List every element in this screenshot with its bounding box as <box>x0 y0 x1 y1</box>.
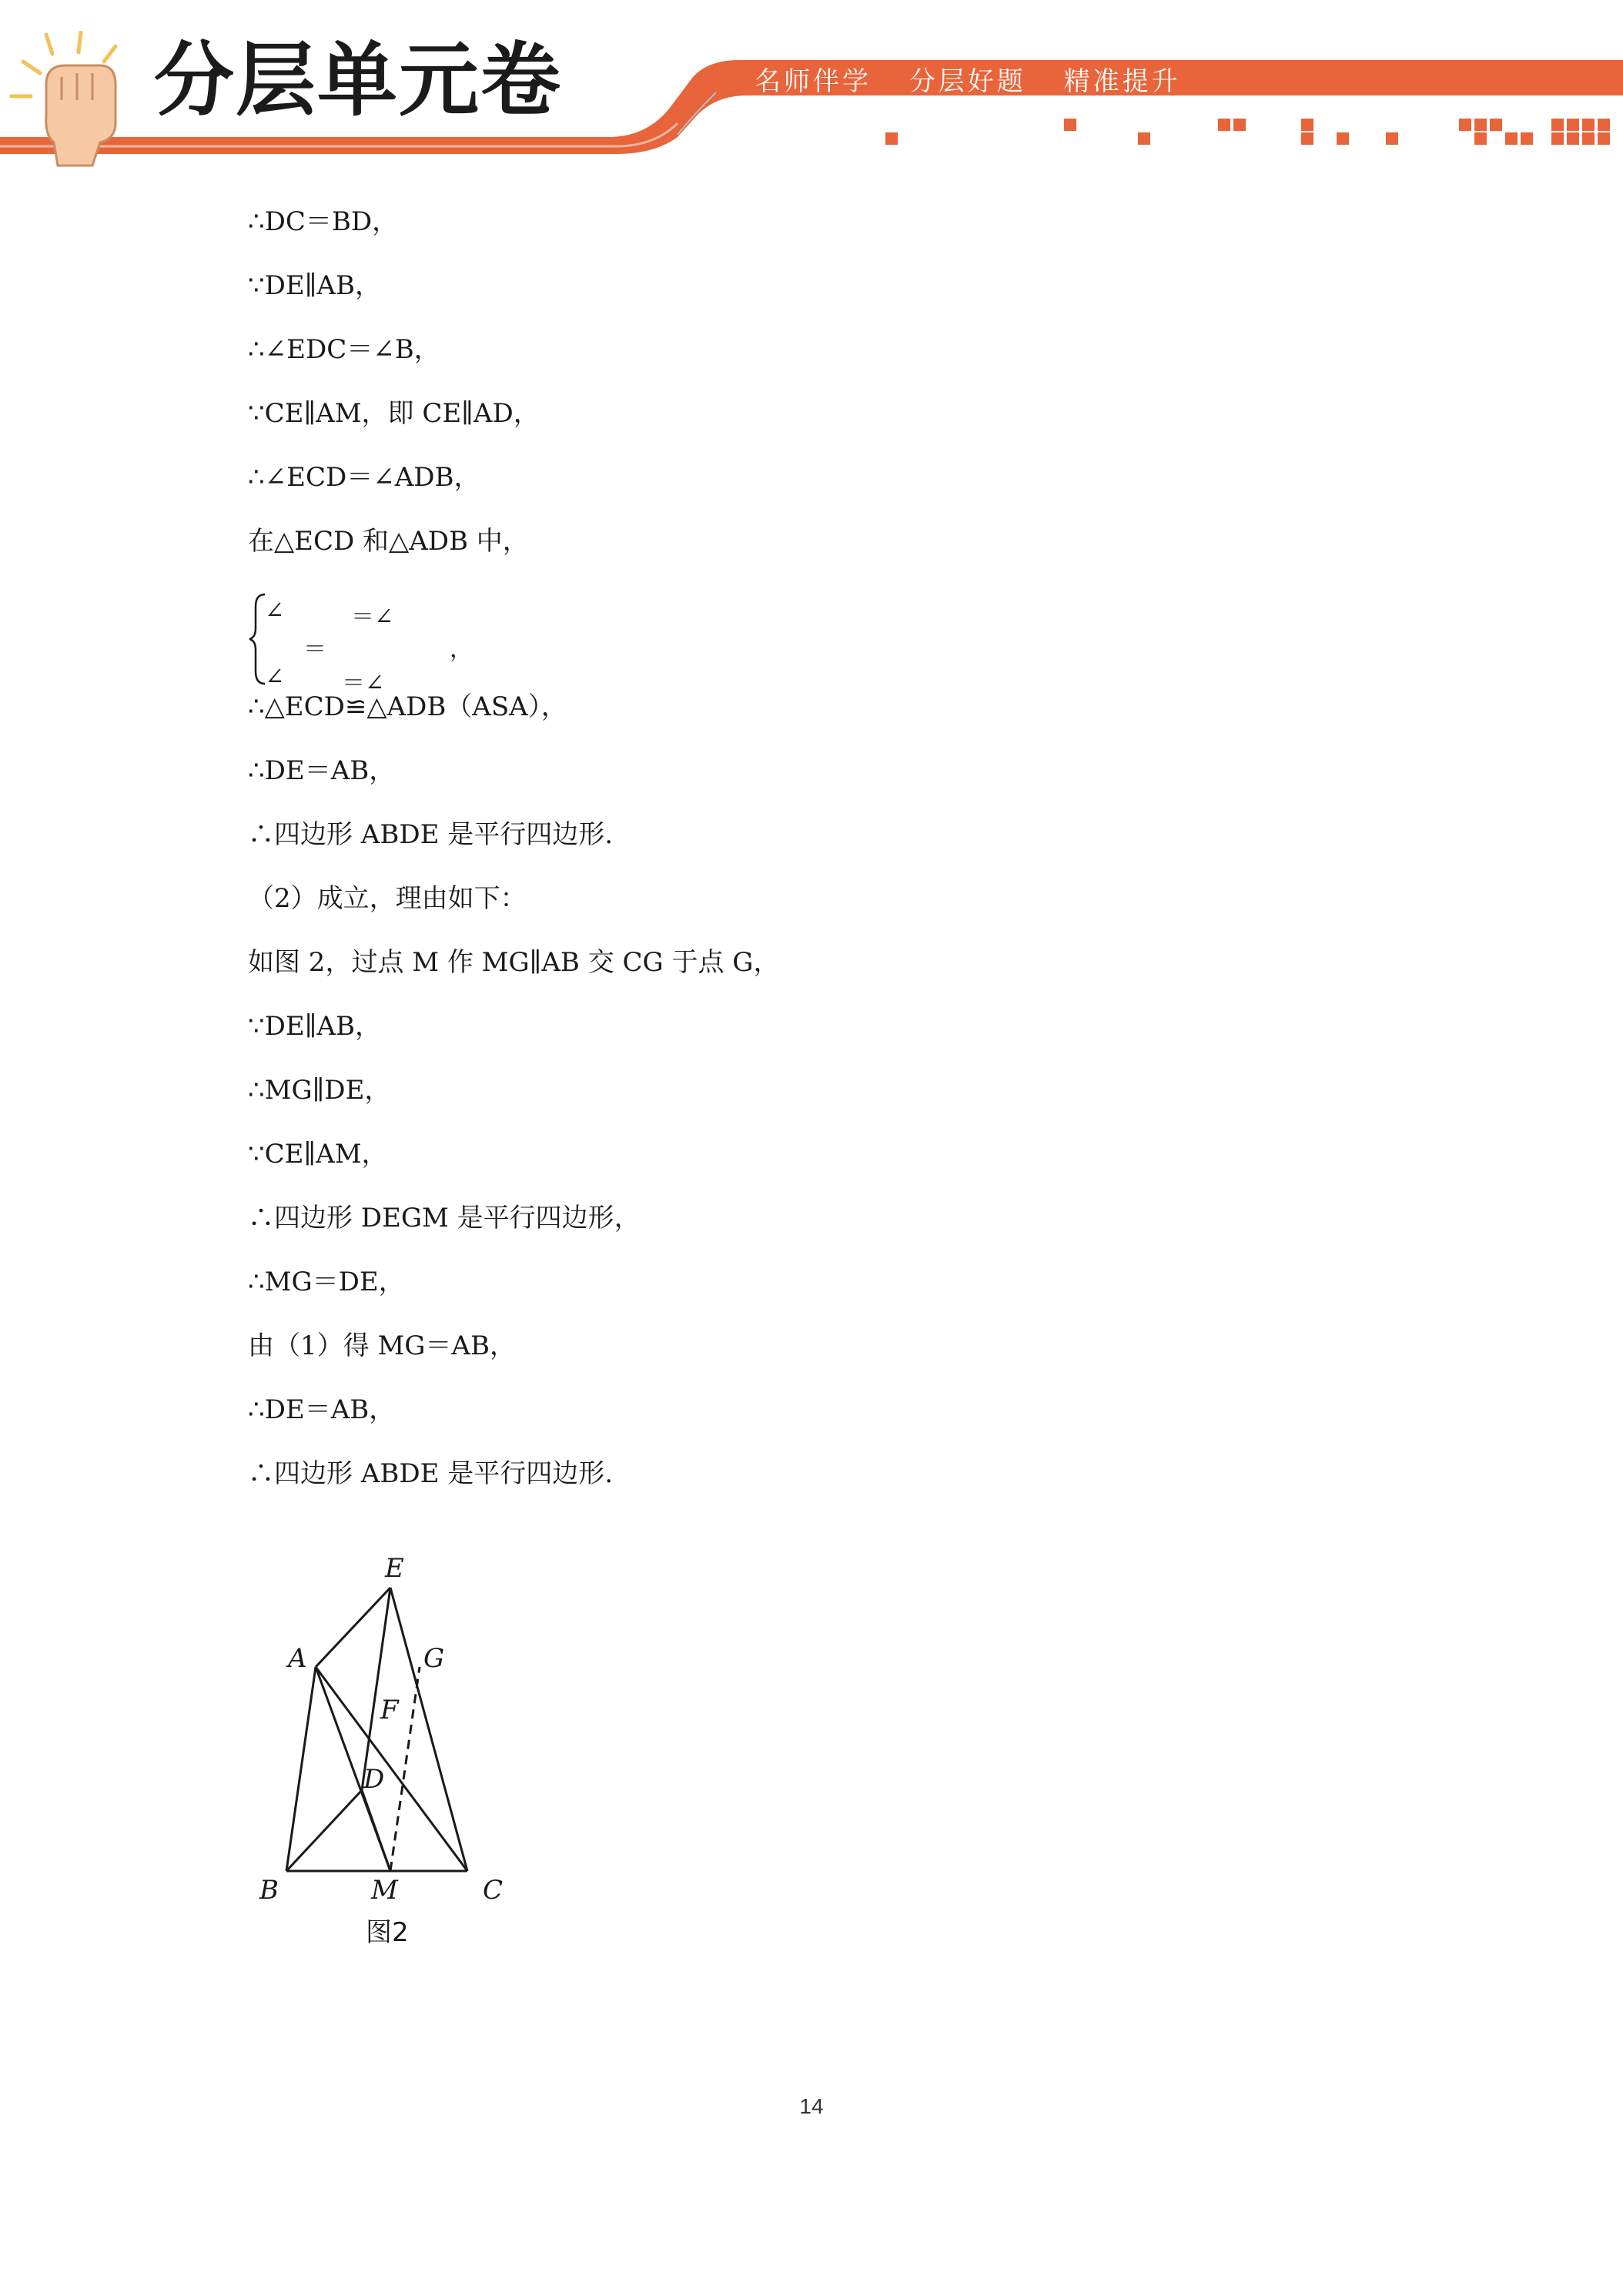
page-number: 14 <box>799 2094 824 2118</box>
geometry-figure <box>248 1540 540 1956</box>
label-D: D <box>363 1764 385 1795</box>
system-row-1b: ＝∠ <box>351 604 394 631</box>
header-slogan <box>755 60 1207 98</box>
raised-fist-icon <box>8 31 146 169</box>
figure-caption: 图2 <box>366 1917 409 1948</box>
proof-line: ∴MG＝DE， <box>248 1267 405 1297</box>
label-B: B <box>259 1875 279 1906</box>
page-header <box>0 0 1623 169</box>
proof-line: ∴MG∥DE， <box>248 1075 391 1106</box>
label-F: F <box>380 1695 399 1725</box>
proof-line: ∴四边形 DEGM 是平行四边形， <box>248 1203 641 1233</box>
slogan-3: 精准提升 <box>1063 66 1181 97</box>
system-row-3a: ∠ <box>265 664 285 691</box>
proof-line: ∵CE∥AM， <box>248 1139 388 1170</box>
label-G: G <box>423 1643 445 1674</box>
segment-AE <box>316 1588 390 1667</box>
system-comma: ， <box>450 636 473 663</box>
label-M: M <box>371 1875 398 1906</box>
proof-line: ∵DE∥AB， <box>248 1011 381 1042</box>
segment-EC <box>390 1588 467 1871</box>
segment-AB <box>286 1667 316 1871</box>
equation-system <box>248 590 1403 697</box>
proof-line: ∴四边形 ABDE 是平行四边形. <box>248 819 614 850</box>
proof-line: ∴DE＝AB， <box>248 1394 396 1425</box>
system-row-2: ＝ <box>303 636 326 663</box>
proof-line: ∴DC＝BD， <box>248 206 399 237</box>
proof-line: ∴∠EDC＝∠B， <box>248 334 440 365</box>
proof-line: ∴△ECD≌△ADB（ASA）， <box>248 691 567 722</box>
proof-line: （2）成立，理由如下： <box>248 883 527 914</box>
slogan-1: 名师伴学 <box>755 66 872 97</box>
slogan-2: 分层好题 <box>909 66 1026 97</box>
proof-text <box>248 206 1403 1522</box>
proof-line: ∴∠ECD＝∠ADB， <box>248 462 480 493</box>
decorative-squares <box>0 115 1623 146</box>
segment-BD <box>286 1790 362 1871</box>
label-C: C <box>483 1875 504 1906</box>
system-row-3b: ＝∠ <box>342 670 385 697</box>
brand-title: 分层单元卷 <box>154 33 563 127</box>
proof-line: ∴四边形 ABDE 是平行四边形. <box>248 1458 614 1489</box>
segment-DM <box>362 1790 390 1871</box>
proof-line: 在△ECD 和△ADB 中， <box>248 526 529 557</box>
label-E: E <box>385 1553 404 1584</box>
proof-line: ∵CE∥AM，即 CE∥AD， <box>248 398 540 429</box>
system-row-1a: ∠ <box>265 597 285 624</box>
label-A: A <box>288 1643 307 1674</box>
proof-line: ∴DE＝AB， <box>248 755 396 786</box>
proof-line: 由（1）得 MG＝AB， <box>248 1330 516 1361</box>
proof-line: ∵DE∥AB， <box>248 270 381 301</box>
proof-line: 如图 2，过点 M 作 MG∥AB 交 CG 于点 G， <box>248 947 780 978</box>
